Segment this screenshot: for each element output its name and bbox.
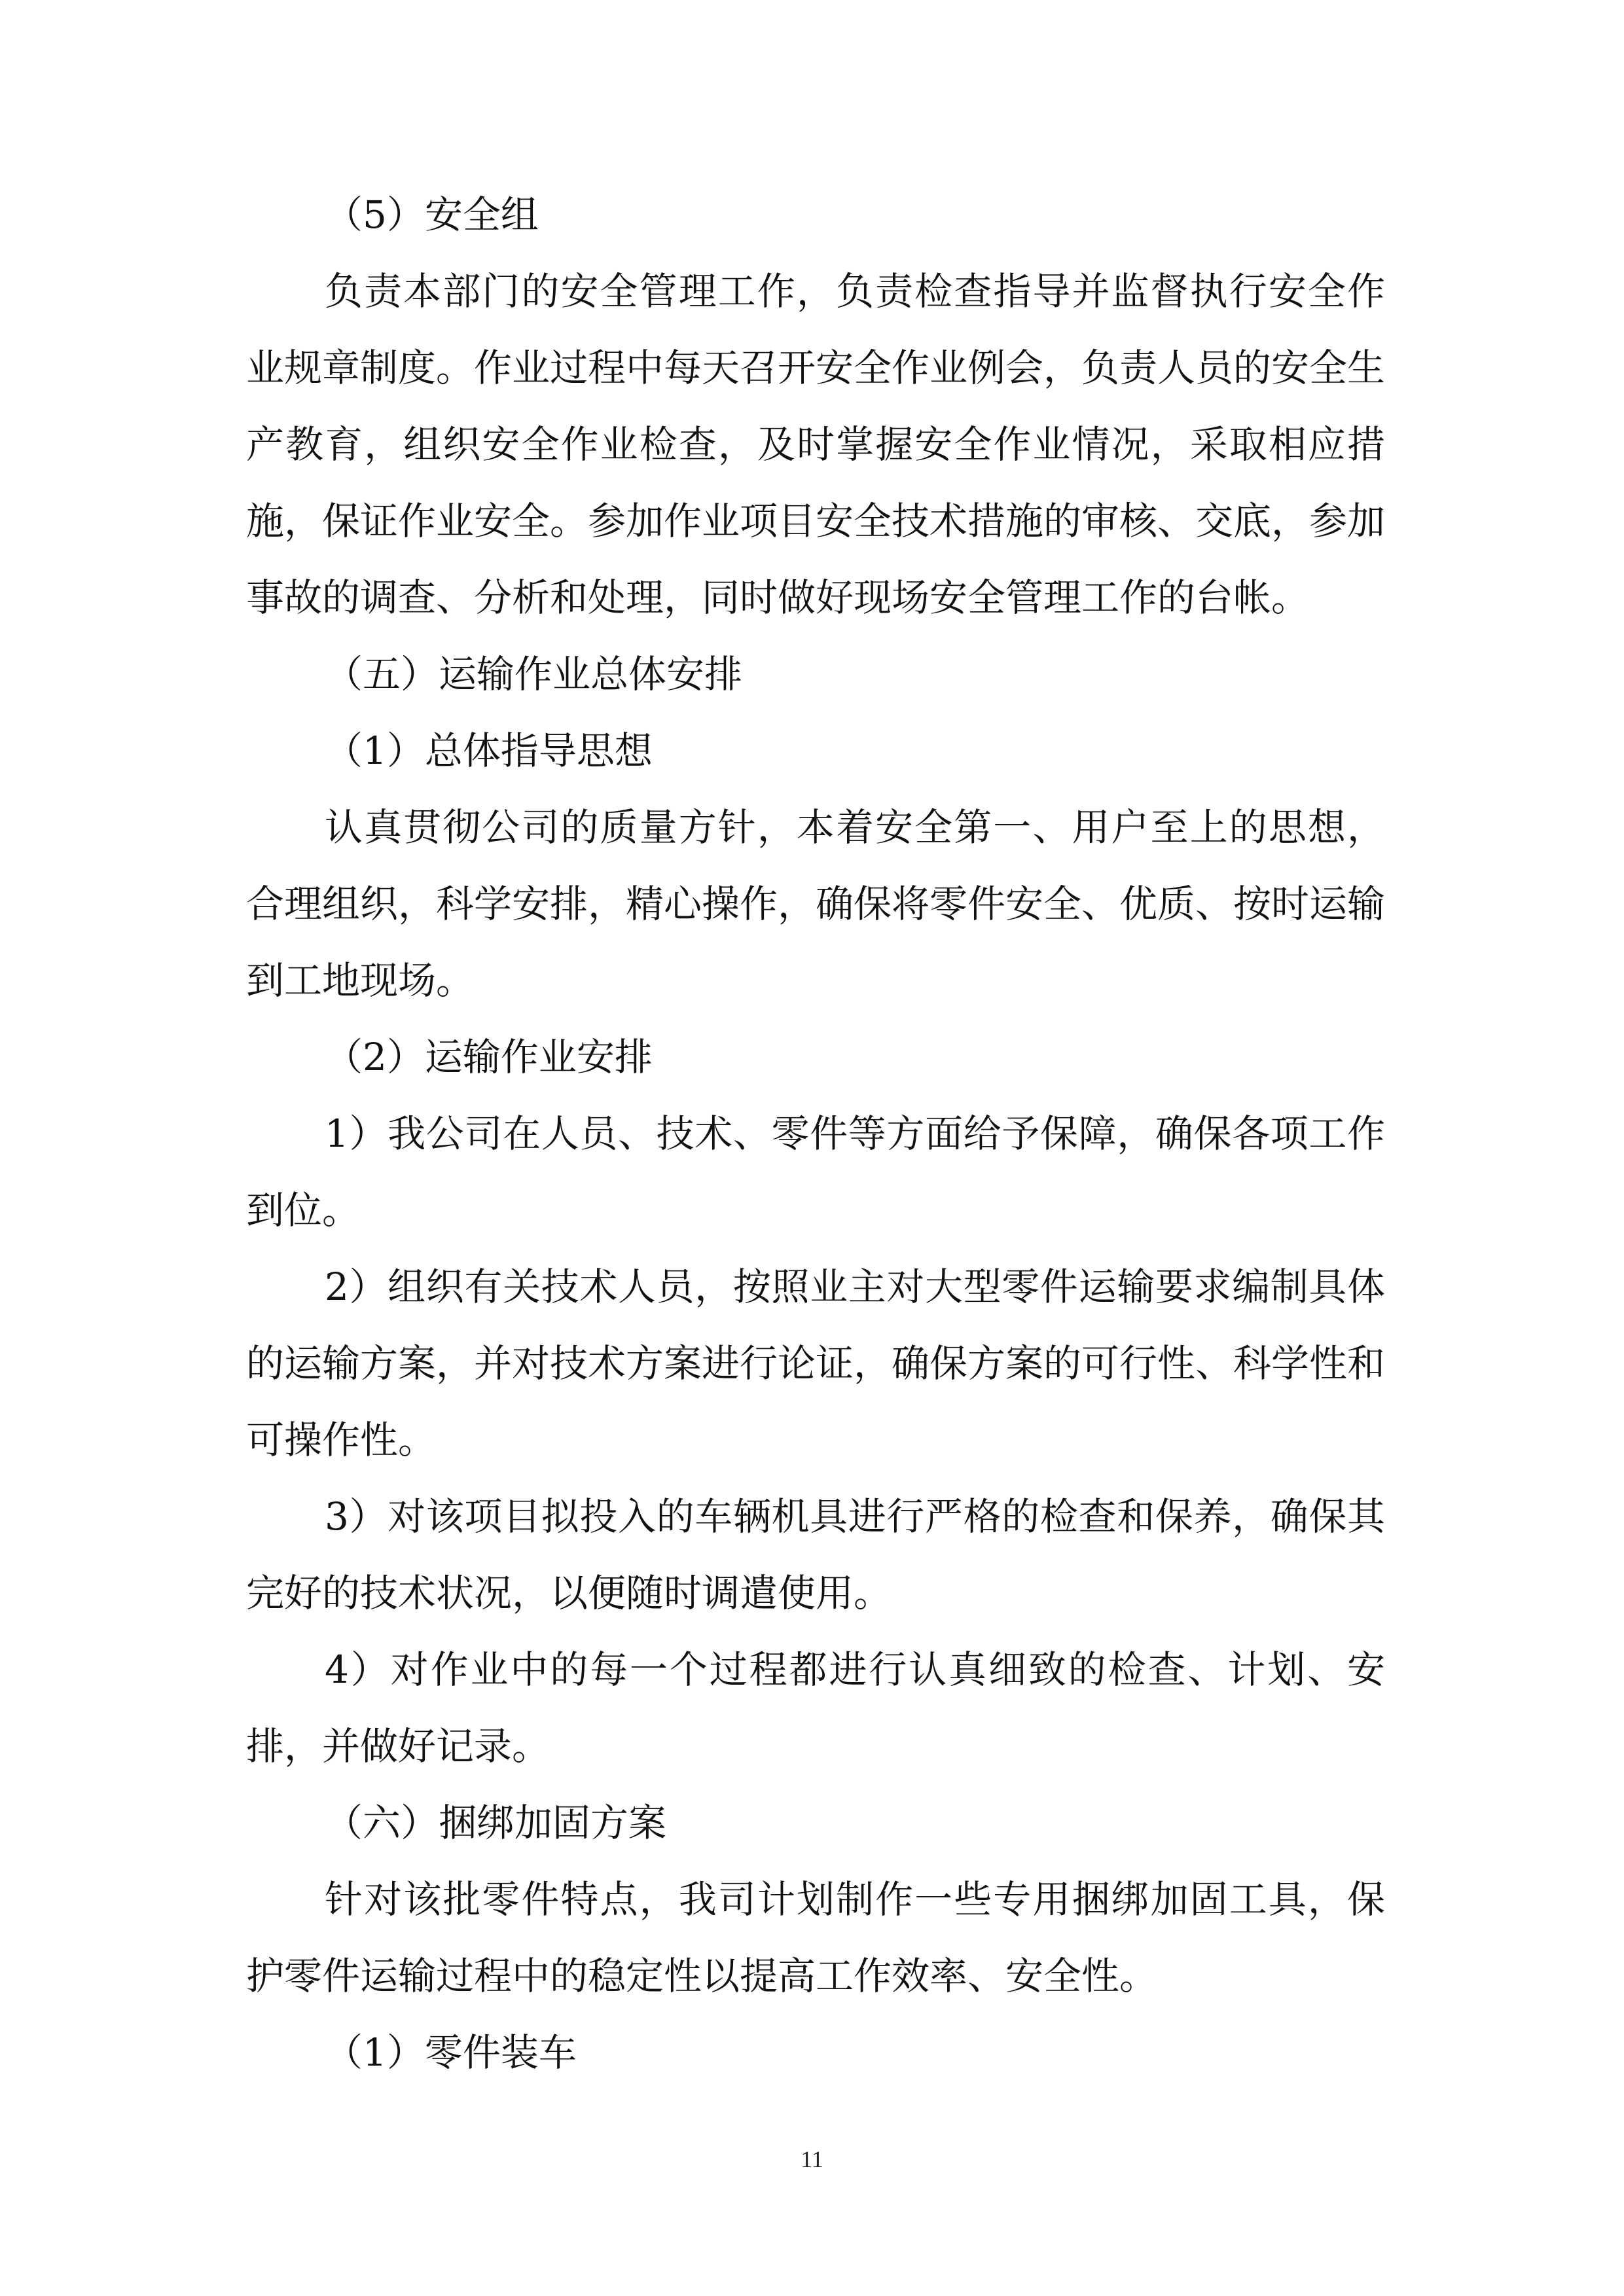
paragraph-item-2: 2）组织有关技术人员，按照业主对大型零件运输要求编制具体的运输方案，并对技术方案进行论证，确保方案的可行性、科学性和可操作性。 — [246, 1265, 1386, 1462]
heading-safety-group: （5）安全组 — [325, 192, 539, 237]
heading-parts-loading: （1）零件装车 — [325, 2030, 577, 2075]
paragraph-binding-plan: 针对该批零件特点，我司计划制作一些专用捆绑加固工具，保护零件运输过程中的稳定性以提高工作效率、安全性。 — [246, 1877, 1385, 1998]
paragraph-item-3: 3）对该项目拟投入的车辆机具进行严格的检查和保养，确保其完好的技术状况，以便随时调遣使用。 — [246, 1494, 1385, 1615]
paragraph-item-4: 4）对作业中的每一个过程都进行认真细致的检查、计划、安排，并做好记录。 — [246, 1647, 1385, 1768]
page-number: 11 — [801, 2146, 823, 2172]
heading-transport-overall-arrangement: （五）运输作业总体安排 — [325, 652, 743, 696]
paragraph-guiding-principle: 认真贯彻公司的质量方针，本着安全第一、用户至上的思想，合理组织，科学安排，精心操作，确保将零件安全、优质、按时运输到工地现场。 — [246, 805, 1386, 1003]
heading-guiding-principle: （1）总体指导思想 — [325, 728, 653, 773]
heading-binding-reinforcement: （六）捆绑加固方案 — [325, 1801, 667, 1845]
page-body — [246, 177, 1385, 2091]
paragraph-safety-duties: 负责本部门的安全管理工作，负责检查指导并监督执行安全作业规章制度。作业过程中每天召开安全作业例会，负责人员的安全生产教育，组织安全作业检查，及时掌握安全作业情况，采取相应措施，保证作业安全。参加作业项目安全技术措施的审核、交底，参加事故的调查、分析和处理，同时做好现场安全管理工作的台帐。 — [246, 269, 1386, 620]
paragraph-item-1: 1）我公司在人员、技术、零件等方面给予保障，确保各项工作到位。 — [246, 1111, 1385, 1232]
heading-transport-arrangement: （2）运输作业安排 — [325, 1035, 653, 1079]
